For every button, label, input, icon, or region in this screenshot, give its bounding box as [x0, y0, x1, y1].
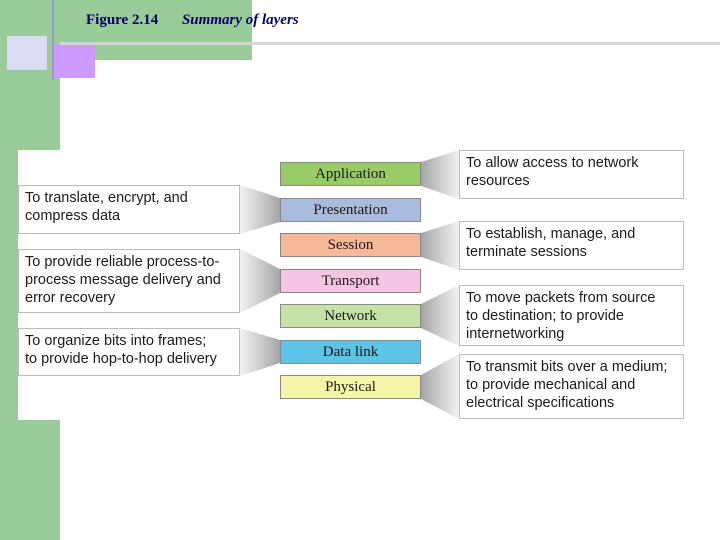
desc-application: To allow access to network resources — [459, 150, 684, 199]
layer-data-link: Data link — [280, 340, 421, 364]
layer-session: Session — [280, 233, 421, 257]
layer-physical: Physical — [280, 375, 421, 399]
funnel-session — [421, 221, 459, 270]
desc-data-link: To organize bits into frames; to provide hop-to-hop delivery — [18, 328, 240, 376]
layer-transport: Transport — [280, 269, 421, 293]
funnel-physical — [421, 354, 459, 419]
funnel-transport — [240, 249, 280, 313]
layer-network: Network — [280, 304, 421, 328]
funnel-data-link — [240, 328, 280, 376]
figure-number: Figure 2.14 — [86, 12, 159, 28]
desc-transport: To provide reliable process-to- process message delivery and error recovery — [18, 249, 240, 313]
desc-presentation: To translate, encrypt, and compress data — [18, 185, 240, 234]
layer-presentation: Presentation — [280, 198, 421, 222]
funnel-network — [421, 285, 459, 346]
desc-session: To establish, manage, and terminate sessions — [459, 221, 684, 270]
figure-caption: Summary of layers — [181, 12, 299, 28]
funnel-presentation — [240, 185, 280, 234]
funnel-application — [421, 150, 459, 199]
desc-physical: To transmit bits over a medium; to provide mechanical and electrical specifications — [459, 354, 684, 419]
desc-network: To move packets from source to destination; to provide internetworking — [459, 285, 684, 346]
layer-application: Application — [280, 162, 421, 186]
